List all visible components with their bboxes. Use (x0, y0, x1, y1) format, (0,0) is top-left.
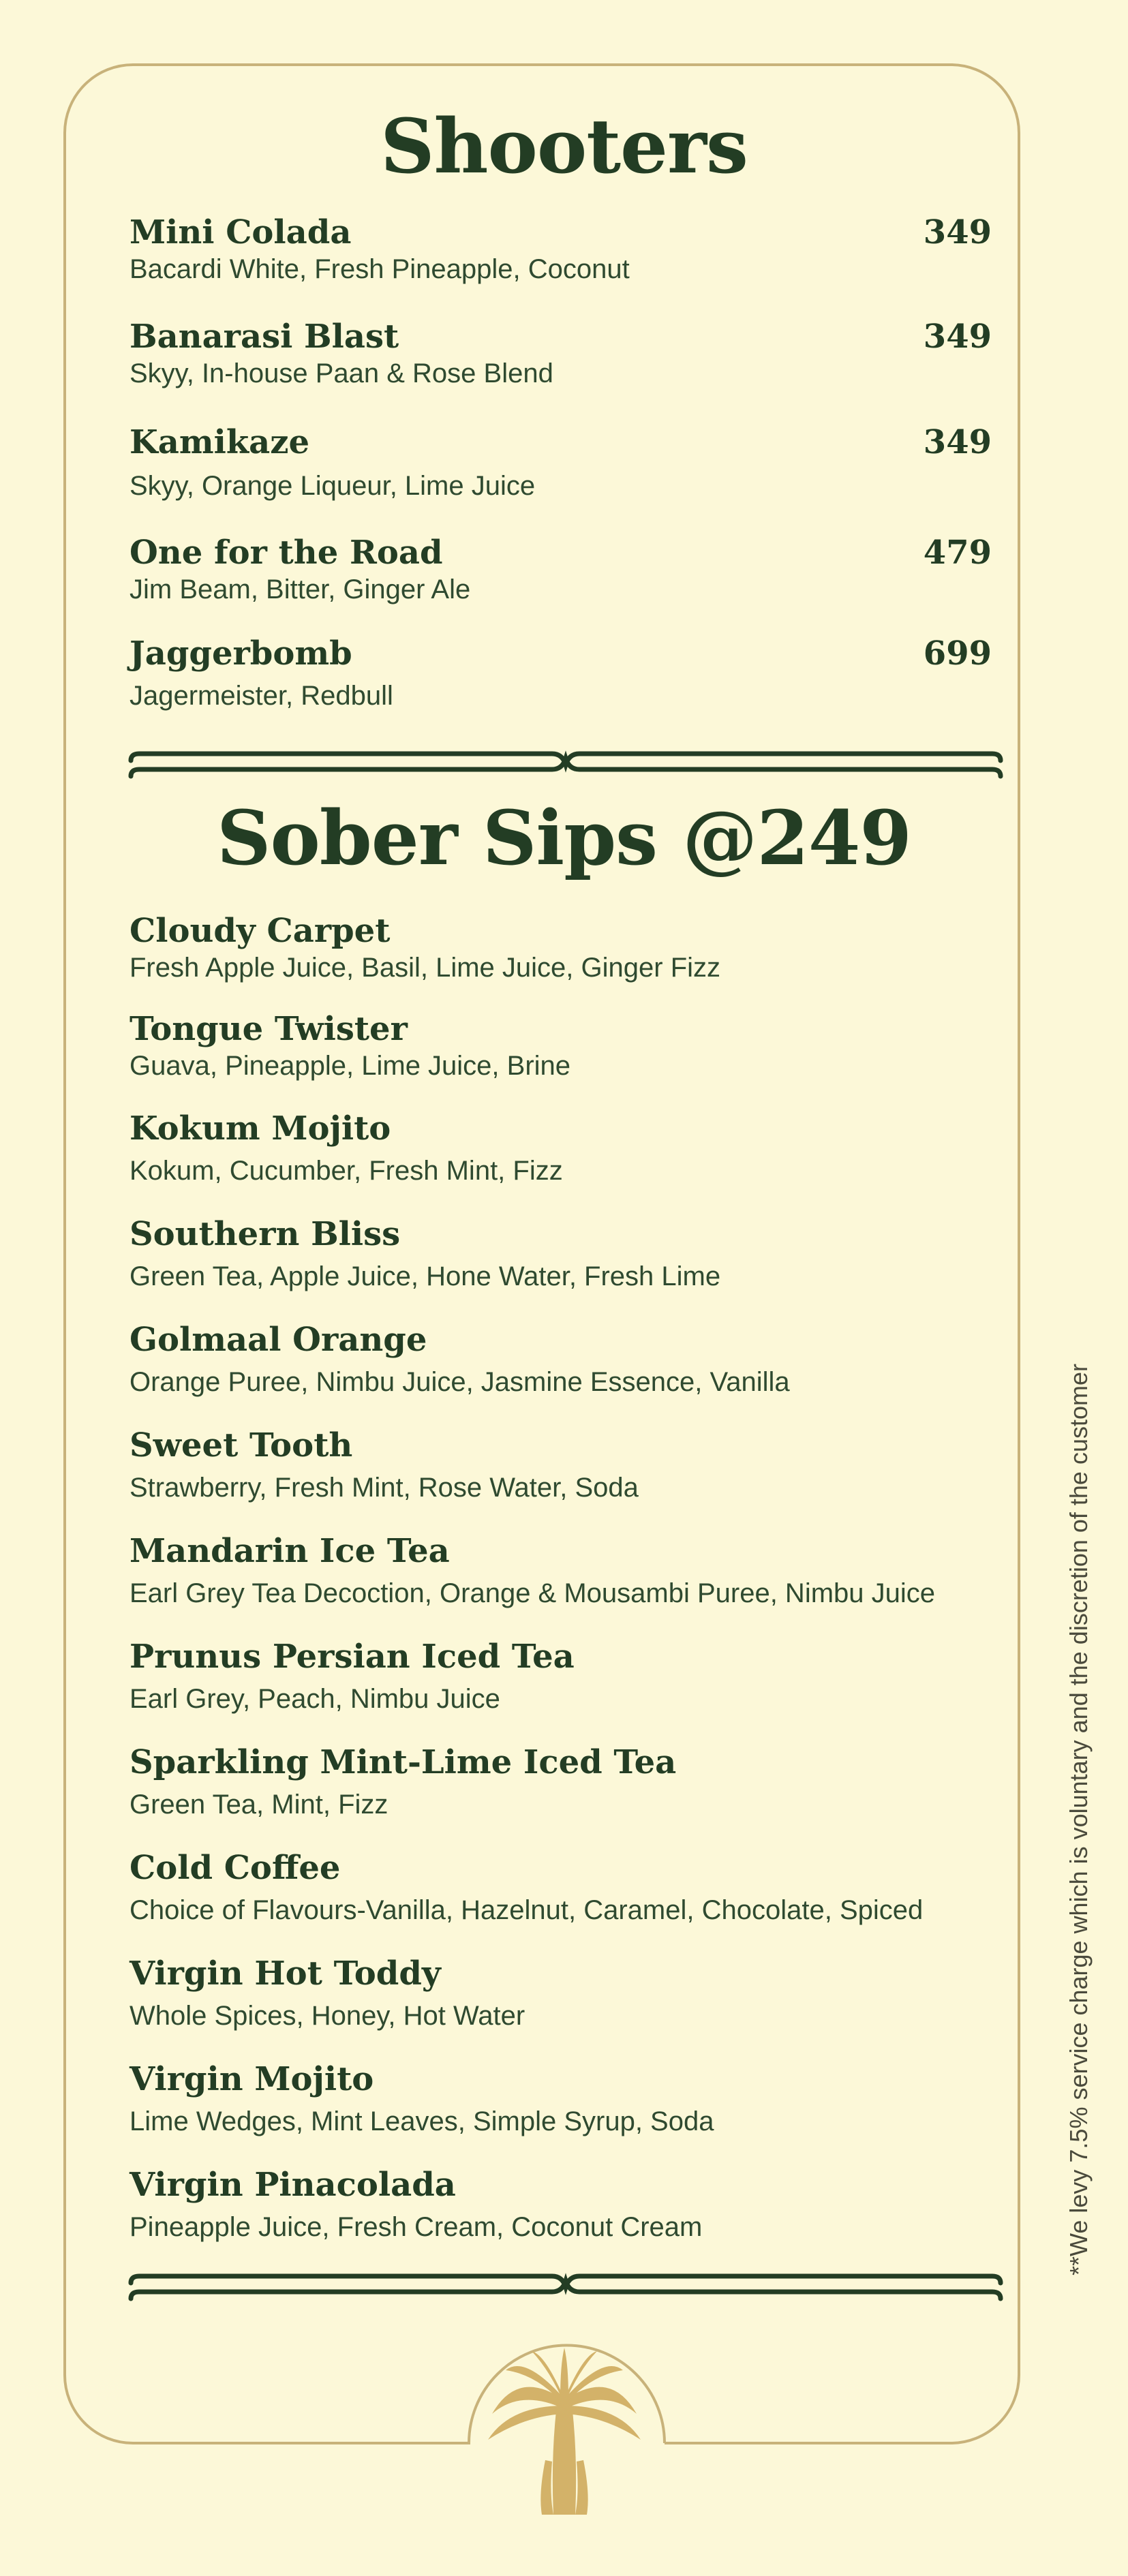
menu-item-golmaal-orange (129, 1320, 992, 1399)
item-name: Banarasi Blast (129, 318, 399, 356)
item-description: Earl Grey Tea Decoction, Orange & Mousambi Puree, Nimbu Juice (129, 1578, 936, 1608)
ornamental-divider-icon (131, 2276, 1001, 2299)
item-name: Cloudy Carpet (129, 912, 391, 950)
item-price: 349 (923, 423, 992, 461)
item-description: Guava, Pineapple, Lime Juice, Brine (129, 1051, 571, 1081)
item-name: Mandarin Ice Tea (129, 1532, 450, 1570)
item-name: Virgin Pinacolada (129, 2166, 456, 2204)
item-name: Kokum Mojito (129, 1109, 391, 1148)
section-title-sober-sips: Sober Sips @249 (217, 794, 911, 882)
item-name: Cold Coffee (129, 1849, 341, 1887)
menu-item-kokum-mojito (129, 1109, 992, 1188)
item-name: Prunus Persian Iced Tea (129, 1638, 575, 1676)
item-name: Tongue Twister (129, 1010, 408, 1048)
menu-item-cloudy-carpet (129, 911, 992, 985)
item-name: Southern Bliss (129, 1215, 401, 1253)
item-description: Bacardi White, Fresh Pineapple, Coconut (129, 254, 630, 284)
item-name: One for the Road (129, 534, 443, 572)
item-name: Sweet Tooth (129, 1426, 353, 1465)
menu-item-jaggerbomb (129, 634, 992, 713)
item-description: Pineapple Juice, Fresh Cream, Coconut Cream (129, 2212, 703, 2242)
menu-item-mini-colada (129, 213, 992, 286)
item-description: Jagermeister, Redbull (129, 681, 393, 711)
item-description: Fresh Apple Juice, Basil, Lime Juice, Ginger Fizz (129, 953, 721, 983)
menu-item-tongue-twister (129, 1009, 992, 1083)
item-price: 349 (923, 213, 992, 251)
item-description: Green Tea, Apple Juice, Hone Water, Fresh Lime (129, 1261, 721, 1291)
item-description: Green Tea, Mint, Fizz (129, 1790, 388, 1820)
item-description: Kokum, Cucumber, Fresh Mint, Fizz (129, 1156, 563, 1186)
item-name: Kamikaze (129, 423, 309, 461)
item-name: Sparkling Mint-Lime Iced Tea (129, 1743, 677, 1781)
item-price: 349 (923, 318, 992, 356)
item-description: Earl Grey, Peach, Nimbu Juice (129, 1684, 500, 1714)
item-price: 699 (923, 634, 992, 673)
item-name: Virgin Mojito (129, 2060, 374, 2098)
menu-item-virgin-hot-toddy (129, 1954, 992, 2033)
item-description: Skyy, In-house Paan & Rose Blend (129, 358, 553, 388)
item-description: Whole Spices, Honey, Hot Water (129, 2001, 525, 2031)
item-description: Skyy, Orange Liqueur, Lime Juice (129, 471, 536, 501)
item-price: 479 (923, 534, 992, 572)
item-name: Virgin Hot Toddy (129, 1954, 441, 1993)
item-description: Orange Puree, Nimbu Juice, Jasmine Essence, Vanilla (129, 1367, 790, 1397)
service-charge-note: **We levy 7.5% service charge which is voluntary and the discretion of the customer (1065, 1364, 1093, 2275)
menu-item-virgin-mojito (129, 2059, 992, 2138)
item-name: Golmaal Orange (129, 1321, 427, 1359)
menu-item-one-for-the-road (129, 533, 992, 607)
menu-item-cold-coffee (129, 1848, 992, 1927)
item-description: Lime Wedges, Mint Leaves, Simple Syrup, Soda (129, 2106, 714, 2136)
item-description: Choice of Flavours-Vanilla, Hazelnut, Caramel, Chocolate, Spiced (129, 1895, 924, 1925)
section-title-shooters: Shooters (380, 102, 748, 190)
menu-item-prunus-persian-iced-tea (129, 1637, 992, 1716)
palm-tree-logo-icon (488, 2348, 641, 2515)
item-name: Jaggerbomb (129, 634, 352, 673)
menu-item-sweet-tooth (129, 1426, 992, 1505)
item-description: Jim Beam, Bitter, Ginger Ale (129, 574, 471, 604)
item-name: Mini Colada (129, 213, 352, 251)
menu-item-southern-bliss (129, 1214, 992, 1293)
menu-item-virgin-pinacolada (129, 2165, 992, 2244)
menu-item-banarasi-blast (129, 317, 992, 390)
ornamental-divider-icon (131, 754, 1001, 776)
menu-item-sparkling-mint-lime-iced-tea (129, 1743, 992, 1822)
menu-item-kamikaze (129, 423, 992, 503)
menu-item-mandarin-ice-tea (129, 1531, 992, 1610)
item-description: Strawberry, Fresh Mint, Rose Water, Soda (129, 1473, 639, 1503)
